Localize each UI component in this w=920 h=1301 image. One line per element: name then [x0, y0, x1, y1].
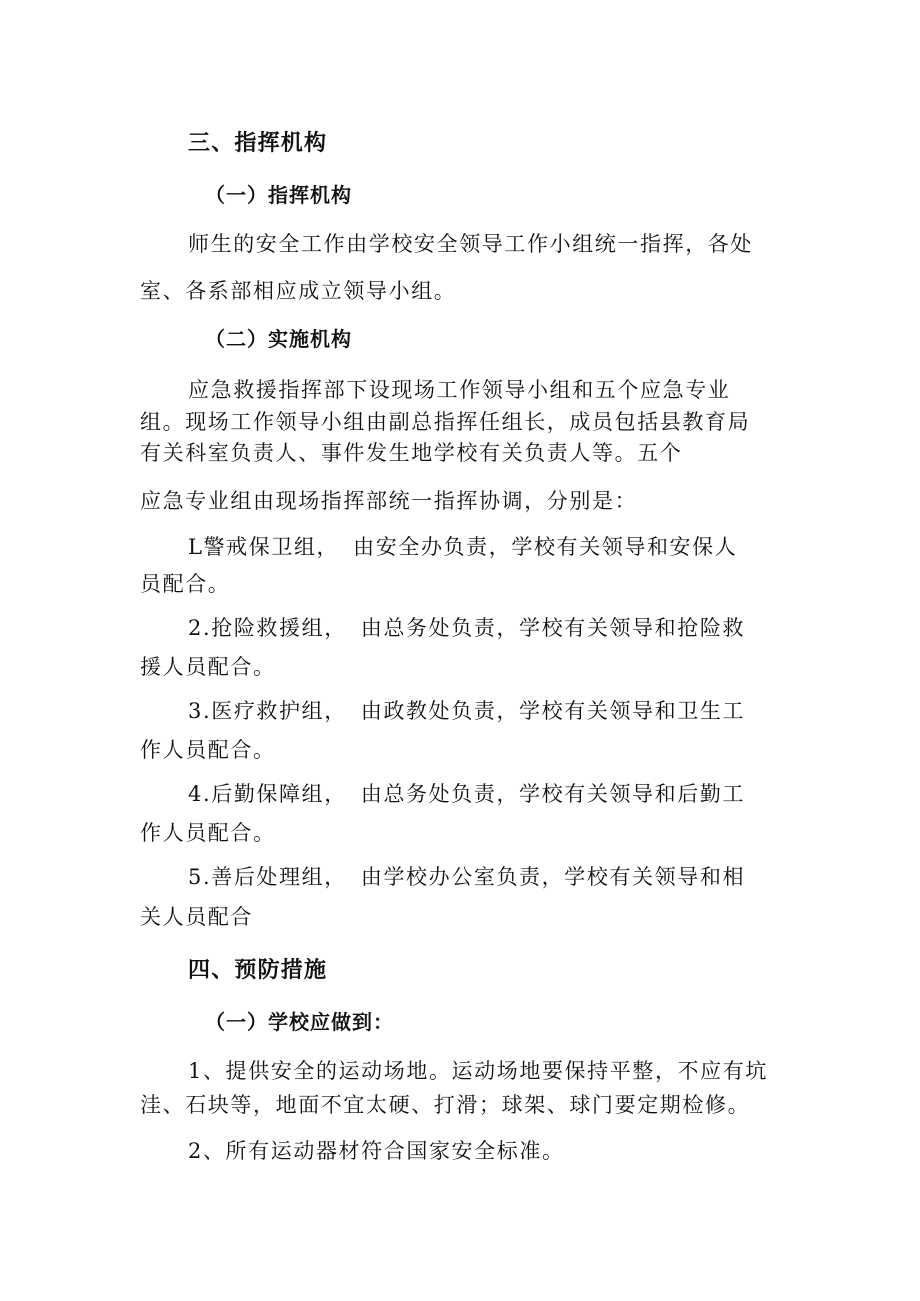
paragraph-line: 师生的安全工作由学校安全领导工作小组统一指挥，各处	[188, 232, 753, 256]
list-item	[188, 614, 745, 642]
list-item-continuation: 援人员配合。	[140, 655, 276, 679]
group-name: L警戒保卫组，	[188, 535, 340, 559]
subsection-heading: （一）指挥机构	[205, 183, 352, 207]
paragraph-line: 室、各系部相应成立领导小组。	[140, 279, 457, 303]
group-name: 4.后勤保障组，	[188, 782, 347, 806]
group-text: 由安全办负责，学校有关领导和安保人	[353, 535, 738, 559]
paragraph-line: 组。现场工作领导小组由副总指挥任组长，成员包括县教育局	[140, 410, 751, 434]
subsection-heading: （一）学校应做到：	[205, 1010, 394, 1034]
group-name: 3.医疗救护组，	[188, 699, 347, 723]
paragraph-line: 洼、石块等，地面不宜太硬、打滑；球架、球门要定期检修。	[140, 1093, 751, 1117]
paragraph-line: 1、提供安全的运动场地。运动场地要保持平整，不应有坑	[188, 1059, 768, 1083]
paragraph-line: 有关科室负责人、事件发生地学校有关负责人等。五个	[140, 441, 683, 465]
list-item-continuation: 作人员配合。	[140, 738, 276, 762]
group-name: 2.抢险救援组，	[188, 616, 347, 640]
section-heading: 四、预防措施	[188, 958, 328, 983]
paragraph-line: 应急救援指挥部下设现场工作领导小组和五个应急专业	[188, 378, 731, 402]
list-item-continuation: 关人员配合	[140, 905, 253, 929]
paragraph-line: 应急专业组由现场指挥部统一指挥协调，分别是：	[140, 489, 638, 513]
subsection-heading: （二）实施机构	[205, 327, 352, 351]
group-text: 由学校办公室负责，学校有关领导和相	[360, 865, 746, 889]
list-item	[188, 697, 745, 725]
paragraph-line: 2、所有运动器材符合国家安全标准。	[188, 1139, 565, 1163]
list-item	[188, 863, 745, 891]
group-text: 由总务处负责，学校有关领导和抢险救	[360, 616, 746, 640]
group-text: 由政教处负责，学校有关领导和卫生工	[360, 699, 746, 723]
group-text: 由总务处负责，学校有关领导和后勤工	[360, 782, 746, 806]
list-item-continuation: 作人员配合。	[140, 821, 276, 845]
section-heading: 三、指挥机构	[188, 131, 328, 156]
group-name: 5.善后处理组，	[188, 865, 347, 889]
list-item-continuation: 员配合。	[140, 572, 231, 596]
list-item	[188, 533, 737, 561]
list-item	[188, 780, 745, 808]
